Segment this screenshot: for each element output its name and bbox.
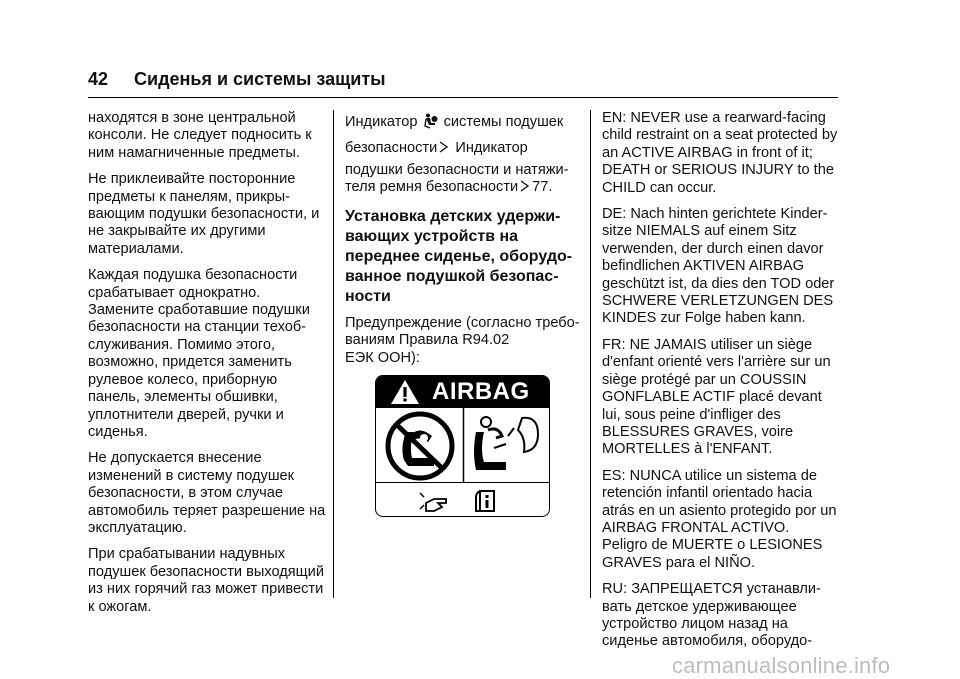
text-line: срабатывает однократно. [88, 284, 261, 301]
airbag-warning-label [375, 375, 550, 517]
text-line: изменений в систему подушек [88, 467, 295, 484]
text-line: не закрывайте их другими [88, 223, 266, 240]
indicator-link[interactable]: Индикатор [455, 140, 528, 156]
column-2 [345, 110, 583, 367]
airbag-indicator-icon [424, 113, 438, 129]
hand-pointer-icon [420, 493, 446, 511]
text-line: AIRBAG FRONTAL ACTIVO. [602, 519, 790, 536]
column-1 [88, 110, 326, 616]
text-line: child restraint on a seat protected by [602, 127, 838, 144]
text-line: atrás en un asiento protegido por un [602, 502, 837, 519]
text-line: MORTELLES à l'ENFANT. [602, 441, 773, 458]
warning-es [602, 468, 842, 572]
text-line: ES: NUNCA utilice un sistema de [602, 467, 817, 484]
text-line: безопасности, в этом случае [88, 485, 283, 502]
text-line: geschützt ist, da dies den TOD oder [602, 275, 835, 292]
text-line: предметы к панелям, прикры- [88, 188, 290, 205]
text-line: сиденья. [88, 423, 148, 440]
note-paragraph [345, 315, 583, 367]
text-line: Peligro de MUERTE o LESIONES [602, 537, 823, 554]
warning-en [602, 110, 842, 197]
label-title: AIRBAG [432, 378, 530, 405]
text-line: автомобиль теряет разрешение на [88, 502, 326, 519]
text-line: сиденье автомобиля, оборудо- [602, 633, 813, 650]
paragraph-1 [88, 110, 326, 162]
text-line: вать детское удерживающее [602, 598, 797, 615]
text-line: siège protégé par un COUSSIN [602, 371, 807, 388]
text-line: рулевое колесо, приборную [88, 371, 278, 388]
text-line: Предупреждение (согласно требо- [345, 314, 580, 331]
column-3 [602, 110, 842, 651]
reference-arrow-icon[interactable] [520, 180, 529, 192]
text-line: DE: Nach hinten gerichtete Kinder- [602, 206, 828, 223]
text-line: подушки безопасности и натяжи- [345, 162, 569, 178]
text-line: Не приклеивайте посторонние [88, 171, 296, 188]
text-line: к ожогам. [88, 598, 152, 615]
warning-fr [602, 337, 842, 459]
text-line: ЕЭК ООН): [345, 349, 420, 366]
indicator-text: теля ремня безопасности [345, 179, 519, 196]
text-line: Каждая подушка безопасности [88, 267, 298, 284]
text-line: Не допускается внесение [88, 450, 262, 467]
paragraph-2 [88, 171, 326, 258]
text-line: панель, элементы обшивки, [88, 389, 278, 406]
text-line: FR: NE JAMAIS utiliser un siège [602, 336, 813, 353]
text-line: консоли. Не следует подносить к [88, 127, 312, 144]
text-line: GRAVES para el NIÑO. [602, 554, 756, 571]
indicator-text: безопасности [345, 140, 438, 156]
warning-ru [602, 581, 842, 651]
manual-book-icon [476, 491, 494, 511]
indicator-text: системы подушек [443, 114, 564, 130]
text-line: retención infantil orientado hacia [602, 485, 813, 502]
page-title: Сиденья и системы защиты [134, 69, 386, 89]
page-number: 42 [88, 69, 109, 89]
header-rule [88, 97, 838, 98]
text-line: DEATH or SERIOUS INJURY to the [602, 162, 834, 179]
no-rear-facing-seat-icon [388, 414, 452, 478]
text-line: CHILD can occur. [602, 179, 717, 196]
text-line: служивания. Помимо этого, [88, 336, 276, 353]
text-line: sitze NIEMALS auf einem Sitz [602, 223, 797, 240]
text-line: SCHWERE VERLETZUNGEN DES [602, 293, 834, 310]
text-line: возможно, придется заменить [88, 354, 292, 371]
text-line: GONFLABLE ACTIF placé devant [602, 389, 822, 406]
text-line: Замените сработавшие подушки [88, 302, 310, 319]
text-line: материалами. [88, 240, 184, 257]
warning-triangle-icon [390, 379, 420, 405]
text-line: verwenden, der durch einen davor [602, 240, 824, 257]
text-line: При срабатывании надувных [88, 546, 286, 563]
label-header [376, 376, 549, 408]
text-line: KINDES zur Folge haben kann. [602, 310, 806, 327]
paragraph-3 [88, 267, 326, 441]
text-line: находятся в зоне центральной [88, 110, 296, 126]
column-divider-2 [590, 110, 591, 598]
text-line: безопасности на станции техоб- [88, 319, 307, 336]
page-header [88, 62, 838, 92]
text-line: BLESSURES GRAVES, voire [602, 423, 794, 440]
text-line: устройство лицом назад на [602, 615, 788, 632]
warning-de [602, 206, 842, 328]
text-line: вающим подушки безопасности, и [88, 206, 320, 223]
column-divider-1 [333, 110, 334, 598]
reference-arrow-icon[interactable] [439, 141, 448, 153]
page-reference-link[interactable]: 77. [532, 179, 553, 196]
text-line: из них горячий газ может привести [88, 581, 324, 598]
text-line: ним намагниченные предметы. [88, 144, 300, 161]
section-heading: Установка детских удержи- вающих устройств на переднее сиденье, оборудо- ванное подушкой безопас- ности [345, 207, 573, 305]
text-line: befindlichen AKTIVEN AIRBAG [602, 258, 804, 275]
text-line: ваниям Правила R94.02 [345, 332, 510, 349]
text-line: эксплуатацию. [88, 519, 187, 536]
paragraph-5 [88, 546, 326, 616]
text-line: RU: ЗАПРЕЩАЕТСЯ устанавли- [602, 581, 821, 598]
text-line: d'enfant orienté vers l'arrière sur un [602, 354, 831, 371]
indicator-text: Индикатор [345, 114, 418, 130]
text-line: подушек безопасности выходящий [88, 563, 324, 580]
text-line: EN: NEVER use a rearward-facing [602, 110, 826, 126]
seat-airbag-icon [474, 417, 538, 470]
text-line: lui, sous peine d'infliger des [602, 406, 781, 423]
paragraph-4 [88, 450, 326, 537]
text-line: уплотнители дверей, ручки и [88, 406, 284, 423]
watermark: carmanualsonline.info [672, 653, 891, 678]
text-line: an ACTIVE AIRBAG in front of it; [602, 144, 813, 161]
